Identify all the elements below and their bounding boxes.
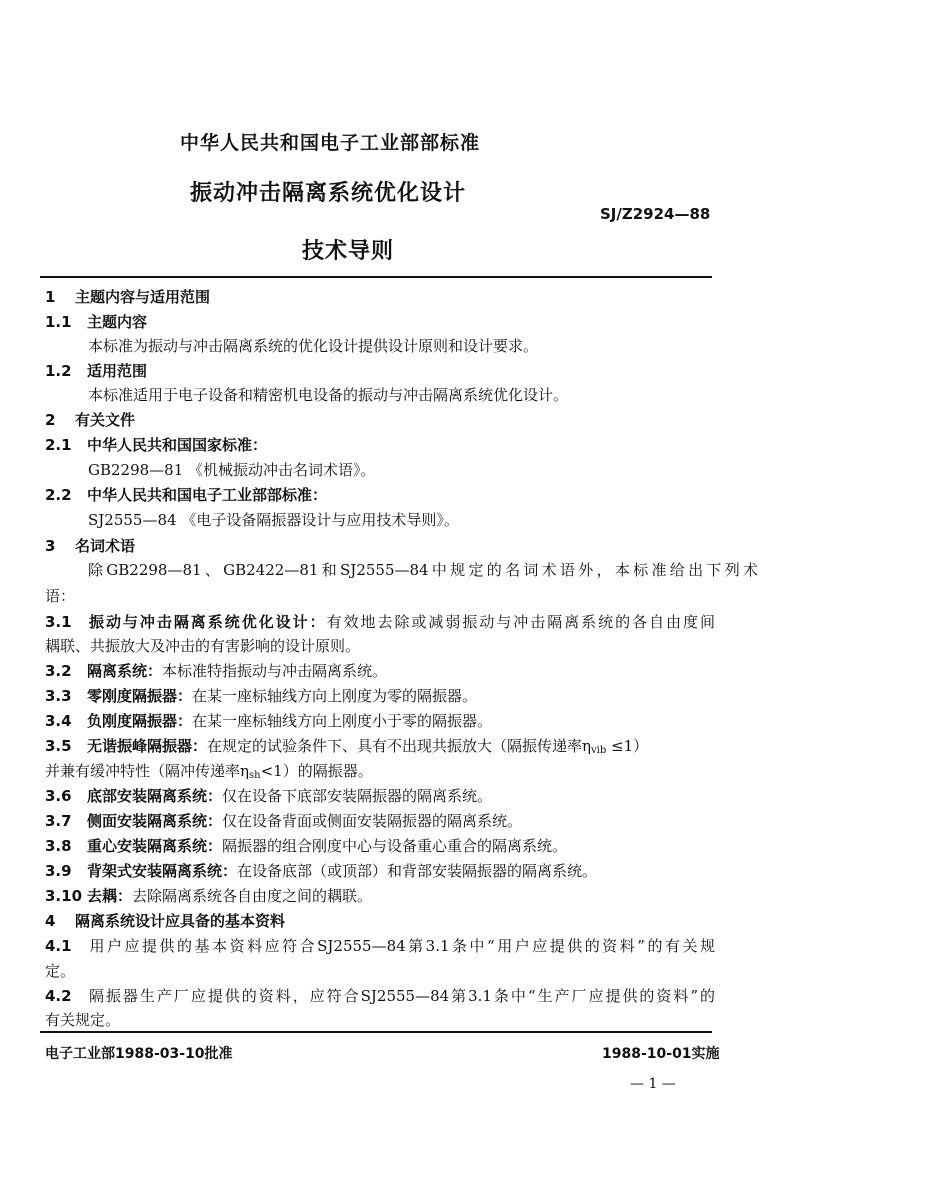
section-title: 有关文件 (75, 411, 136, 429)
definition-term: 底部安装隔离系统： (87, 787, 223, 805)
section-number: 4.1 (45, 937, 72, 955)
header-rule (40, 276, 712, 278)
paragraph (45, 986, 715, 1006)
definition-continuation (45, 761, 715, 786)
definition-item (45, 736, 715, 761)
definition-term: 侧面安装隔离系统： (87, 812, 223, 830)
subscript: vib (591, 745, 607, 756)
paragraph: 本标准为振动与冲击隔离系统的优化设计提供设计原则和设计要求。 (88, 337, 539, 355)
definition-term: 背架式安装隔离系统： (87, 862, 238, 880)
subsection-heading (45, 485, 715, 505)
section-title: 名词术语 (75, 537, 136, 555)
definition-item (45, 661, 715, 681)
definition-item (45, 811, 715, 831)
document-title-line2: 技术导则 (302, 239, 395, 264)
section-number: 4.2 (45, 987, 72, 1005)
section-number: 3.2 (45, 662, 72, 680)
definition-item (45, 612, 715, 632)
paragraph-text: 隔振器生产厂应提供的资料，应符合SJ2555—84第3.1条中“生产厂应提供的资料”的 (87, 987, 715, 1005)
definition-term: 去耦： (87, 887, 133, 905)
definition-item (45, 836, 715, 856)
definition-item (45, 886, 715, 906)
definition-text: 仅在设备下底部安装隔振器的隔离系统。 (222, 787, 493, 805)
section-number: 3.10 (45, 887, 83, 905)
section-number: 3.8 (45, 837, 72, 855)
paragraph-continuation: 有关规定。 (45, 1011, 121, 1029)
section-title: 主题内容 (87, 313, 148, 331)
section-heading (45, 911, 715, 931)
definition-item (45, 786, 715, 806)
footer-rule (40, 1031, 712, 1033)
section-number: 3.3 (45, 687, 72, 705)
section-number: 1.2 (45, 362, 72, 380)
subsection-heading (45, 312, 715, 332)
section-number: 2.1 (45, 436, 72, 454)
section-title: 中华人民共和国电子工业部部标准： (87, 486, 328, 504)
section-title: 中华人民共和国国家标准： (87, 436, 268, 454)
section-heading (45, 287, 715, 307)
definition-text: 在规定的试验条件下、具有不出现共振放大（隔振传递率η (207, 737, 592, 755)
document-title-line1: 振动冲击隔离系统优化设计 (190, 181, 467, 206)
paragraph-text: 用户应提供的基本资料应符合SJ2555—84第3.1条中“用户应提供的资料”的有关规 (87, 937, 715, 955)
section-number: 2.2 (45, 486, 72, 504)
definition-item (45, 711, 715, 731)
definition-continuation: 耦联、共振放大及冲击的有害影响的设计原则。 (45, 637, 361, 655)
paragraph (45, 936, 715, 956)
paragraph-continuation: 定。 (45, 962, 76, 980)
section-number: 3.5 (45, 737, 72, 755)
definition-term: 振动与冲击隔离系统优化设计： (87, 613, 327, 631)
section-title: 适用范围 (87, 362, 148, 380)
definition-item (45, 861, 715, 881)
paragraph-continuation: 语： (45, 587, 76, 605)
subsection-heading (45, 361, 715, 381)
section-title: 主题内容与适用范围 (75, 288, 211, 306)
section-number: 1 (45, 288, 56, 306)
section-number: 3.7 (45, 812, 72, 830)
standard-code: SJ/Z2924—88 (600, 205, 711, 223)
definition-text: 在设备底部（或顶部）和背部安装隔振器的隔离系统。 (237, 862, 598, 880)
definition-text: 在某一座标轴线方向上刚度小于零的隔振器。 (192, 712, 493, 730)
standard-org-heading: 中华人民共和国电子工业部部标准 (180, 132, 481, 154)
section-number: 3 (45, 537, 56, 555)
section-number: 3.4 (45, 712, 72, 730)
definition-text: 有效地去除或减弱振动与冲击隔离系统的各自由度间 (326, 613, 715, 631)
definition-text: 在某一座标轴线方向上刚度为零的隔振器。 (192, 687, 478, 705)
section-number: 1.1 (45, 313, 72, 331)
reference-item: SJ2555—84 《电子设备隔振器设计与应用技术导则》。 (88, 511, 459, 529)
definition-text: 仅在设备背面或侧面安装隔振器的隔离系统。 (222, 812, 523, 830)
section-number: 4 (45, 912, 56, 930)
page-number: — 1 — (630, 1076, 676, 1092)
definition-term: 零刚度隔振器： (87, 687, 193, 705)
section-heading (45, 410, 715, 430)
section-number: 3.9 (45, 862, 72, 880)
definition-text: 去除隔离系统各自由度之间的耦联。 (132, 887, 373, 905)
effective-date: 1988-10-01实施 (602, 1046, 720, 1062)
definition-text: 隔振器的组合刚度中心与设备重心重合的隔离系统。 (222, 837, 568, 855)
definition-text: 并兼有缓冲特性（隔冲传递率η (45, 762, 249, 780)
subsection-heading (45, 435, 715, 455)
approval-date: 电子工业部1988-03-10批准 (45, 1046, 233, 1062)
definition-text: <1）的隔振器。 (260, 762, 373, 780)
definition-item (45, 686, 715, 706)
definition-term: 负刚度隔振器： (87, 712, 193, 730)
subscript: sh (249, 770, 261, 781)
definition-text: 本标准特指振动与冲击隔离系统。 (162, 662, 388, 680)
definition-term: 重心安装隔离系统： (87, 837, 223, 855)
paragraph: 本标准适用于电子设备和精密机电设备的振动与冲击隔离系统优化设计。 (88, 386, 569, 404)
definition-term: 隔离系统： (87, 662, 163, 680)
definition-text: ≤1） (606, 737, 649, 755)
reference-item: GB2298—81 《机械振动冲击名词术语》。 (88, 461, 376, 479)
paragraph: 除GB2298—81、GB2422—81和SJ2555—84中规定的名词术语外，本标准给出下列术 (88, 561, 758, 579)
section-number: 2 (45, 411, 56, 429)
section-number: 3.1 (45, 613, 72, 631)
section-title: 隔离系统设计应具备的基本资料 (75, 912, 286, 930)
definition-term: 无谐振峰隔振器： (87, 737, 208, 755)
section-number: 3.6 (45, 787, 72, 805)
section-heading (45, 536, 715, 556)
